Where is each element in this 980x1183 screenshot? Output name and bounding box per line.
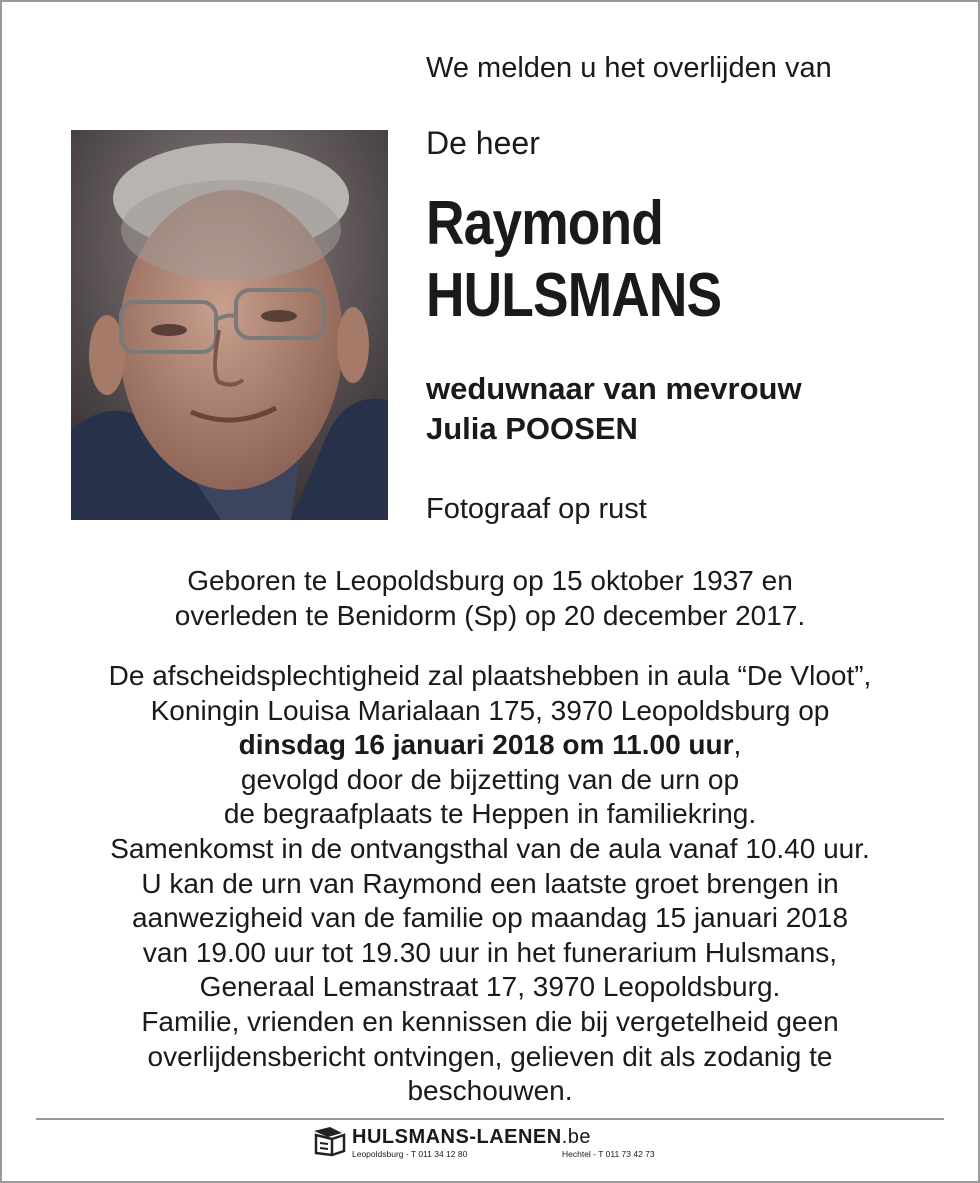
ceremony-line-12: overlijdensbericht ontvingen, gelieven dit als zodanig te — [147, 1040, 833, 1072]
ceremony-info — [40, 659, 940, 1109]
ceremony-line-9: van 19.00 uur tot 19.30 uur in het funerarium Hulsmans, — [142, 936, 838, 968]
ceremony-line-8: aanwezigheid van de familie op maandag 15 januari 2018 — [131, 902, 849, 934]
ceremony-line-7: U kan de urn van Raymond een laatste groet brengen in — [141, 867, 839, 899]
death-line: overleden te Benidorm (Sp) op 20 december 2017. — [174, 599, 806, 631]
occupation: Fotograaf op rust — [426, 493, 647, 525]
ceremony-line-4: gevolgd door de bijzetting van de urn op — [240, 763, 740, 795]
last-name: HULSMANS — [426, 261, 722, 330]
contact-hechtel: Hechtel - T 011 73 42 73 — [562, 1149, 655, 1159]
birth-death-info — [40, 564, 940, 633]
ceremony-date: dinsdag 16 januari 2018 om 11.00 uur — [238, 729, 734, 761]
deceased-name — [426, 188, 721, 332]
ceremony-line-6: Samenkomst in de ontvangsthal van de aula vanaf 10.40 uur. — [110, 832, 870, 864]
first-name: Raymond — [426, 189, 663, 258]
ceremony-line-1: De afscheidsplechtigheid zal plaatshebben in aula “De Vloot”, — [108, 660, 872, 691]
ceremony-date-suffix: , — [733, 729, 742, 761]
funeral-home-brand — [352, 1126, 591, 1149]
contact-leopoldsburg: Leopoldsburg - T 011 34 12 80 — [352, 1149, 468, 1159]
brand-name: HULSMANS-LAENEN — [352, 1126, 562, 1148]
funeral-home-logo-icon — [312, 1125, 346, 1157]
spouse-name: Julia POOSEN — [426, 411, 638, 446]
footer-divider — [36, 1118, 944, 1120]
widow-line-1: weduwnaar van mevrouw — [426, 371, 802, 406]
intro-text: We melden u het overlijden van — [426, 52, 832, 84]
ceremony-line-13: beschouwen. — [407, 1075, 573, 1107]
portrait-photo — [71, 130, 388, 520]
honorific-title: De heer — [426, 125, 540, 161]
birth-line: Geboren te Leopoldsburg op 15 oktober 1937 en — [187, 565, 793, 596]
ceremony-line-10: Generaal Lemanstraat 17, 3970 Leopoldsburg. — [199, 971, 781, 1003]
portrait-illustration — [71, 130, 388, 520]
widow-of — [426, 369, 802, 449]
brand-tld: .be — [561, 1126, 592, 1148]
ceremony-line-5: de begraafplaats te Heppen in familiekring. — [223, 798, 757, 830]
ceremony-date-line — [40, 728, 940, 763]
ceremony-line-11: Familie, vrienden en kennissen die bij vergetelheid geen — [141, 1005, 839, 1037]
ceremony-line-2: Koningin Louisa Marialaan 175, 3970 Leopoldsburg op — [150, 694, 830, 726]
